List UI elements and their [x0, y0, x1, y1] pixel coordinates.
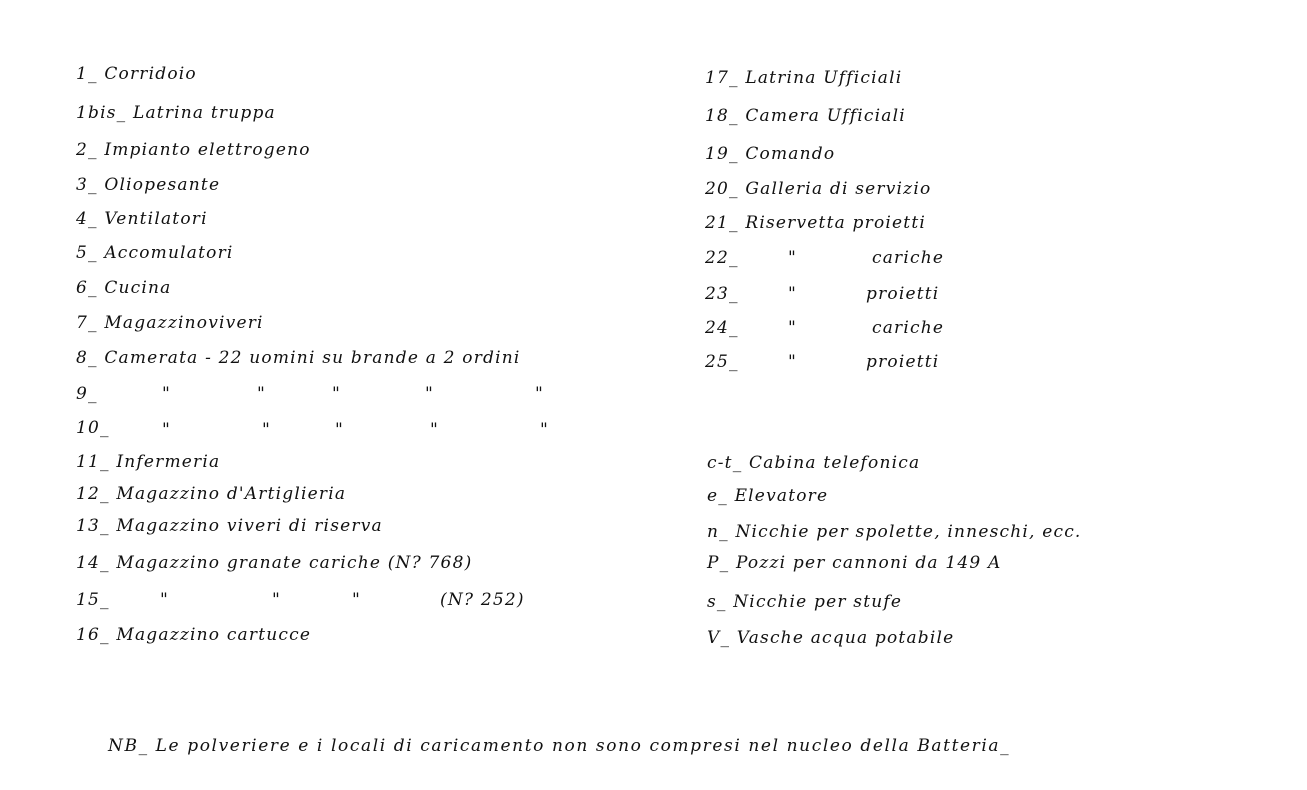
legend-item-1bis: 1bis_ Latrina truppa: [76, 103, 276, 123]
footer-note: NB_ Le polveriere e i locali di caricamento non sono compresi nel nucleo della Batteria_: [108, 736, 1011, 756]
legend-item-22: 22_: [705, 248, 739, 268]
legend-item-6: 6_ Cucina: [76, 278, 172, 298]
legend-item-2: 2_ Impianto elettrogeno: [76, 140, 311, 160]
legend-item-15-count: (N? 252): [440, 590, 525, 610]
ditto-mark: ": [162, 384, 172, 404]
ditto-mark: ": [430, 420, 440, 440]
legend-item-7: 7_ Magazzinoviveri: [76, 313, 264, 333]
ditto-mark: ": [262, 420, 272, 440]
legend-item-9: 9_: [76, 384, 98, 404]
ditto-mark: ": [540, 420, 550, 440]
legend-item-11: 11_ Infermeria: [76, 452, 221, 472]
legend-item-25: 25_: [705, 352, 739, 372]
legend-item-18: 18_ Camera Ufficiali: [705, 106, 906, 126]
legend-item-24: 24_: [705, 318, 739, 338]
legend-item-5: 5_ Accomulatori: [76, 243, 234, 263]
ditto-mark: ": [257, 384, 267, 404]
ditto-mark: ": [788, 284, 798, 304]
legend-item-25-label: proietti: [866, 352, 940, 372]
ditto-mark: ": [162, 420, 172, 440]
legend-item-4: 4_ Ventilatori: [76, 209, 208, 229]
legend-item-19: 19_ Comando: [705, 144, 836, 164]
legend-item-22-label: cariche: [872, 248, 945, 268]
ditto-mark: ": [352, 590, 362, 610]
legend-item-13: 13_ Magazzino viveri di riserva: [76, 516, 383, 536]
symbol-s: s_ Nicchie per stufe: [707, 592, 903, 612]
legend-item-15: 15_: [76, 590, 110, 610]
ditto-mark: ": [160, 590, 170, 610]
legend-item-24-label: cariche: [872, 318, 945, 338]
ditto-mark: ": [272, 590, 282, 610]
legend-item-3: 3_ Oliopesante: [76, 175, 221, 195]
legend-item-12: 12_ Magazzino d'Artiglieria: [76, 484, 347, 504]
legend-item-21: 21_ Riservetta proietti: [705, 213, 926, 233]
legend-item-16: 16_ Magazzino cartucce: [76, 625, 312, 645]
legend-item-8: 8_ Camerata - 22 uomini su brande a 2 ordini: [76, 348, 521, 368]
ditto-mark: ": [788, 318, 798, 338]
legend-item-1: 1_ Corridoio: [76, 64, 197, 84]
ditto-mark: ": [535, 384, 545, 404]
symbol-v: V_ Vasche acqua potabile: [707, 628, 955, 648]
legend-item-23-label: proietti: [866, 284, 940, 304]
legend-item-10: 10_: [76, 418, 110, 438]
symbol-ct: c-t_ Cabina telefonica: [707, 453, 921, 473]
ditto-mark: ": [425, 384, 435, 404]
symbol-p: P_ Pozzi per cannoni da 149 A: [707, 553, 1002, 573]
symbol-e: e_ Elevatore: [707, 486, 829, 506]
legend-item-14: 14_ Magazzino granate cariche (N? 768): [76, 553, 473, 573]
ditto-mark: ": [788, 352, 798, 372]
legend-item-20: 20_ Galleria di servizio: [705, 179, 932, 199]
symbol-n: n_ Nicchie per spolette, inneschi, ecc.: [707, 522, 1082, 542]
legend-item-23: 23_: [705, 284, 739, 304]
legend-item-17: 17_ Latrina Ufficiali: [705, 68, 903, 88]
ditto-mark: ": [788, 248, 798, 268]
ditto-mark: ": [335, 420, 345, 440]
ditto-mark: ": [332, 384, 342, 404]
